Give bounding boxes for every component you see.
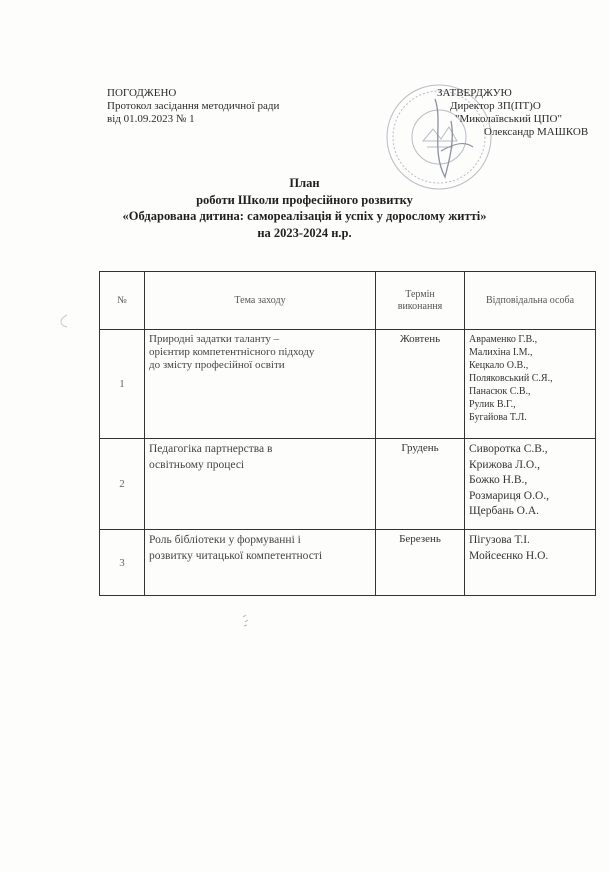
margin-mark: [57, 313, 69, 329]
row-term: Березень: [376, 530, 465, 596]
responsible-person: Розмариця О.О.,: [469, 489, 550, 502]
responsible-person: Пігузова Т.І.: [469, 534, 530, 546]
agreed-block: [107, 87, 279, 126]
responsible-person: Панасюк С.В.,: [469, 386, 531, 397]
approved-institution: "Миколаївський ЦПО": [455, 113, 562, 125]
approved-title: ЗАТВЕРДЖУЮ: [437, 87, 512, 99]
heading-subtitle: роботи Школи професійного розвитку: [196, 192, 413, 207]
table-row: [100, 330, 596, 439]
responsible-person: Кецкало О.В.,: [469, 360, 529, 371]
heading-plan: План: [289, 176, 320, 190]
row-num: 1: [100, 330, 145, 439]
responsible-person: Поляковський С.Я.,: [469, 373, 553, 384]
header-term: [376, 272, 465, 330]
topic-line: Роль бібліотеки у формуванні і: [149, 534, 301, 546]
header-num: №: [100, 272, 145, 330]
topic-line: розвитку читацької компетентності: [149, 549, 323, 562]
responsible-person: Рулик В.Г.,: [469, 399, 516, 410]
row-num: 3: [100, 530, 145, 596]
topic-line: до змісту професійної освіти: [149, 359, 285, 371]
approved-director: Директор ЗП(ПТ)О: [450, 100, 541, 112]
table-row: [100, 439, 596, 530]
row-responsible: [465, 330, 596, 439]
responsible-person: Щербань О.А.: [469, 505, 540, 517]
stray-mark: [240, 613, 254, 629]
agreed-title: ПОГОДЖЕНО: [107, 87, 177, 99]
plan-table: [99, 271, 596, 596]
document-heading: [0, 175, 609, 241]
responsible-person: Авраменко Г.В.,: [469, 334, 538, 345]
row-responsible: [465, 439, 596, 530]
approved-signatory: Олександр МАШКОВ: [484, 126, 589, 138]
header-term-line2: виконання: [397, 300, 443, 312]
row-topic: [145, 439, 376, 530]
row-term: Жовтень: [376, 330, 465, 439]
row-topic: [145, 530, 376, 596]
row-term: Грудень: [376, 439, 465, 530]
header-resp: Відповідальна особа: [465, 272, 596, 330]
agreed-protocol: Протокол засідання методичної ради: [107, 100, 280, 112]
heading-year: на 2023-2024 н.р.: [257, 225, 352, 240]
agreed-date: від 01.09.2023 № 1: [107, 113, 195, 125]
approved-block: [437, 87, 588, 139]
table-header-row: [100, 272, 596, 330]
responsible-person: Сиворотка С.В.,: [469, 443, 548, 455]
topic-line: освітньому процесі: [149, 458, 245, 471]
row-topic: [145, 330, 376, 439]
responsible-person: Крижова Л.О.,: [469, 458, 540, 471]
row-num: 2: [100, 439, 145, 530]
responsible-person: Бугайова Т.Л.: [469, 412, 527, 423]
header-topic: Тема заходу: [145, 272, 376, 330]
topic-line: Природні задатки таланту –: [149, 333, 280, 345]
header-term-line1: Термін: [405, 288, 435, 300]
responsible-person: Мойсеєнко Н.О.: [469, 549, 549, 562]
table-row: [100, 530, 596, 596]
topic-line: орієнтир компетентнісного підходу: [149, 346, 315, 358]
row-responsible: [465, 530, 596, 596]
responsible-person: Божко Н.В.,: [469, 474, 528, 486]
topic-line: Педагогіка партнерства в: [149, 443, 273, 455]
responsible-person: Малихіна І.М.,: [469, 347, 533, 358]
heading-program: «Обдарована дитина: самореалізація й успіх у дорослому житті»: [122, 209, 487, 223]
